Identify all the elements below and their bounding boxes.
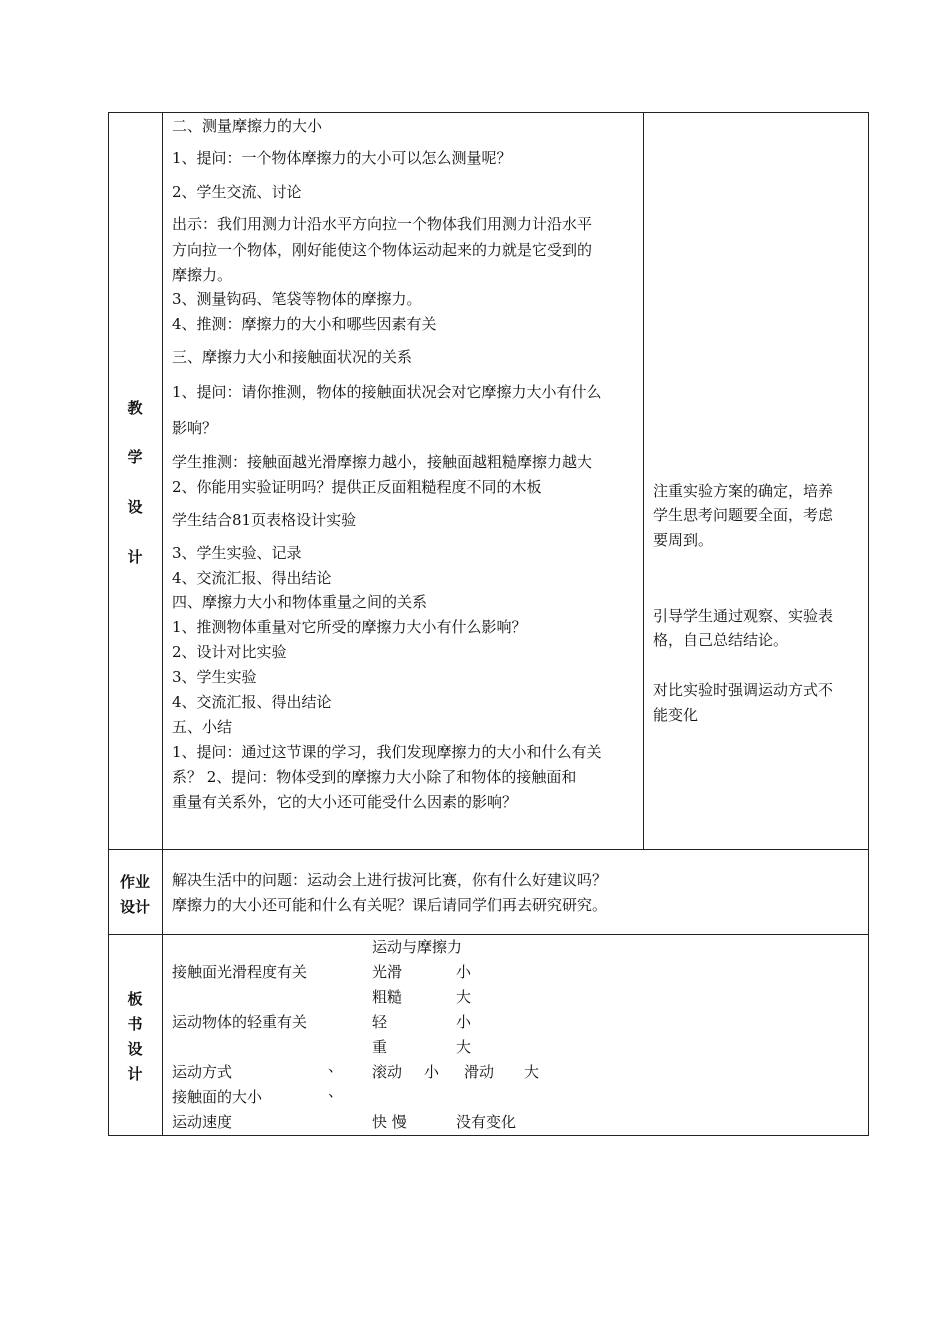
teaching-design-label-3: 设 <box>127 498 143 516</box>
table-border-right <box>868 112 869 1136</box>
section-4-heading: 四、摩擦力大小和物体重量之间的关系 <box>172 593 428 611</box>
teaching-line: 重量有关系外，它的大小还可能受什么因素的影响？ <box>172 793 518 811</box>
teaching-line: 摩擦力。 <box>172 266 233 284</box>
board-cell: 没有变化 <box>456 1113 517 1131</box>
teaching-line: 1、提问：一个物体摩擦力的大小可以怎么测量呢？ <box>172 149 512 167</box>
board-cell: 滑动 <box>464 1063 495 1081</box>
teaching-line: 1、推测物体重量对它所受的摩擦力大小有什么影响？ <box>172 618 527 636</box>
teaching-line: 出示：我们用测力计沿水平方向拉一个物体我们用测力计沿水平 <box>172 215 593 233</box>
table-border-top <box>108 112 869 113</box>
teaching-line: 3、学生实验 <box>172 668 257 686</box>
teaching-line: 方向拉一个物体，刚好能使这个物体运动起来的力就是它受到的 <box>172 241 593 259</box>
homework-line: 摩擦力的大小还可能和什么有关呢？课后请同学们再去研究研究。 <box>172 896 608 914</box>
board-cell: 重 <box>372 1038 388 1056</box>
board-row-label: 运动速度 <box>172 1113 233 1131</box>
notes-column-divider <box>643 112 644 849</box>
table-border-left <box>108 112 109 1136</box>
homework-label-1: 作业 <box>119 873 150 891</box>
board-row-label: 运动方式 <box>172 1063 233 1081</box>
board-design-label-3: 设 <box>127 1040 143 1058</box>
teaching-line: 4、交流汇报、得出结论 <box>172 569 332 587</box>
teaching-line: 1、提问：通过这节课的学习，我们发现摩擦力的大小和什么有关 <box>172 743 602 761</box>
board-cell: 粗糙 <box>372 988 403 1006</box>
teaching-line: 3、学生实验、记录 <box>172 544 302 562</box>
note-line: 格，自己总结结论。 <box>653 631 789 649</box>
board-cell: 轻 <box>372 1013 388 1031</box>
board-cell: 大 <box>524 1063 540 1081</box>
label-column-divider <box>162 112 163 1136</box>
board-cell: 小 <box>456 963 472 981</box>
board-cell: 大 <box>456 1038 472 1056</box>
board-design-label-1: 板 <box>127 990 143 1008</box>
teaching-line: 学生结合81页表格设计实验 <box>172 511 357 529</box>
teaching-line: 3、测量钩码、笔袋等物体的摩擦力。 <box>172 290 422 308</box>
note-line: 学生思考问题要全面，考虑 <box>653 506 834 524</box>
board-cell: 快 慢 <box>372 1113 407 1131</box>
note-line: 引导学生通过观察、实验表 <box>653 607 834 625</box>
board-row-label: 接触面光滑程度有关 <box>172 963 308 981</box>
board-cell: 小 <box>424 1063 440 1081</box>
board-cell: 光滑 <box>372 963 403 981</box>
note-line: 注重实验方案的确定，培养 <box>653 482 834 500</box>
note-line: 能变化 <box>653 706 699 724</box>
teaching-line: 2、你能用实验证明吗？提供正反面粗糙程度不同的木板 <box>172 478 542 496</box>
teaching-line: 2、设计对比实验 <box>172 643 287 661</box>
teaching-line: 1、提问：请你推测，物体的接触面状况会对它摩擦力大小有什么 <box>172 383 602 401</box>
board-tick-mark: 、 <box>328 1057 344 1075</box>
section-3-heading: 三、摩擦力大小和接触面状况的关系 <box>172 348 413 366</box>
teaching-design-label-1: 教 <box>127 399 143 417</box>
homework-line: 解决生活中的问题：运动会上进行拔河比赛，你有什么好建议吗？ <box>172 871 608 889</box>
teaching-design-label-4: 计 <box>127 548 143 566</box>
teaching-line: 影响？ <box>172 419 218 437</box>
board-tick-mark: 、 <box>328 1082 344 1100</box>
teaching-line: 系？ 2、提问：物体受到的摩擦力大小除了和物体的接触面和 <box>172 768 577 786</box>
teaching-design-label-2: 学 <box>127 448 143 466</box>
row-divider-homework <box>108 849 869 850</box>
board-design-label-2: 书 <box>127 1015 143 1033</box>
board-design-label-4: 计 <box>127 1065 143 1083</box>
homework-label-2: 设计 <box>119 898 150 916</box>
section-2-heading: 二、测量摩擦力的大小 <box>172 117 323 135</box>
row-divider-board <box>108 934 869 935</box>
section-5-heading: 五、小结 <box>172 718 233 736</box>
teaching-line: 2、学生交流、讨论 <box>172 183 302 201</box>
board-cell: 小 <box>456 1013 472 1031</box>
note-line: 对比实验时强调运动方式不 <box>653 681 834 699</box>
table-border-bottom <box>108 1135 869 1136</box>
board-cell: 滚动 <box>372 1063 403 1081</box>
note-line: 要周到。 <box>653 531 714 549</box>
board-title: 运动与摩擦力 <box>372 938 463 956</box>
board-row-label: 运动物体的轻重有关 <box>172 1013 308 1031</box>
teaching-line: 4、推测：摩擦力的大小和哪些因素有关 <box>172 315 437 333</box>
board-row-label: 接触面的大小 <box>172 1088 263 1106</box>
teaching-line: 4、交流汇报、得出结论 <box>172 693 332 711</box>
teaching-line: 学生推测：接触面越光滑摩擦力越小，接触面越粗糙摩擦力越大 <box>172 453 593 471</box>
board-cell: 大 <box>456 988 472 1006</box>
